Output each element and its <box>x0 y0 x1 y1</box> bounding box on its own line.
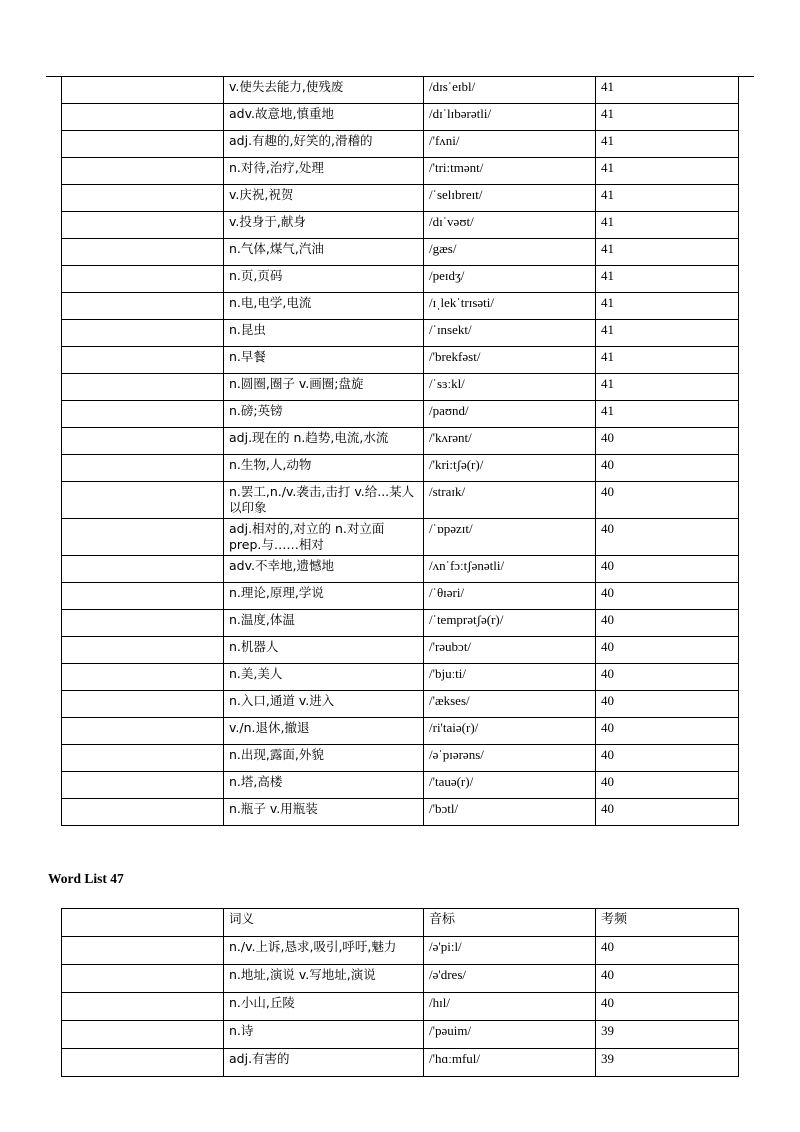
phonetic-cell: /peɪdʒ/ <box>424 266 596 293</box>
meaning-cell: adv.不幸地,遗憾地 <box>224 556 424 583</box>
table-row <box>62 293 739 320</box>
meaning-cell: adj.相对的,对立的 n.对立面 prep.与……相对 <box>224 519 424 556</box>
phonetic-cell: /paʊnd/ <box>424 401 596 428</box>
word-list-47-table-body <box>62 909 739 1077</box>
meaning-cell: adj.现在的 n.趋势,电流,水流 <box>224 428 424 455</box>
word-cell <box>62 158 224 185</box>
frequency-cell: 41 <box>596 212 739 239</box>
word-cell <box>62 745 224 772</box>
word-cell <box>62 583 224 610</box>
frequency-cell: 41 <box>596 401 739 428</box>
word-cell <box>62 937 224 965</box>
meaning-cell: n.生物,人,动物 <box>224 455 424 482</box>
frequency-cell: 40 <box>596 455 739 482</box>
meaning-cell: n.小山,丘陵 <box>224 993 424 1021</box>
word-cell <box>62 610 224 637</box>
phonetic-cell: /straɪk/ <box>424 482 596 519</box>
phonetic-cell: /'tauə(r)/ <box>424 772 596 799</box>
word-cell <box>62 293 224 320</box>
word-cell <box>62 556 224 583</box>
meaning-cell: n.入口,通道 v.进入 <box>224 691 424 718</box>
table-row <box>62 637 739 664</box>
frequency-cell: 41 <box>596 185 739 212</box>
phonetic-cell: /'rəubɔt/ <box>424 637 596 664</box>
meaning-cell: n.塔,高楼 <box>224 772 424 799</box>
table-row <box>62 239 739 266</box>
frequency-cell: 40 <box>596 718 739 745</box>
word-cell <box>62 455 224 482</box>
phonetic-cell: /əˈpɪərəns/ <box>424 745 596 772</box>
frequency-cell: 41 <box>596 77 739 104</box>
frequency-cell: 40 <box>596 772 739 799</box>
meaning-cell: n.地址,演说 v.写地址,演说 <box>224 965 424 993</box>
frequency-cell: 41 <box>596 239 739 266</box>
meaning-cell: n.美,美人 <box>224 664 424 691</box>
word-cell <box>62 965 224 993</box>
table-row <box>62 691 739 718</box>
phonetic-cell: /dɪˈlɪbərətli/ <box>424 104 596 131</box>
word-cell <box>62 909 224 937</box>
phonetic-cell: /ˈθɪəri/ <box>424 583 596 610</box>
phonetic-cell: /ʌnˈfɔːtʃənətli/ <box>424 556 596 583</box>
phonetic-cell: /ˈɪnsekt/ <box>424 320 596 347</box>
frequency-cell: 41 <box>596 347 739 374</box>
meaning-cell: v.投身于,献身 <box>224 212 424 239</box>
phonetic-cell: /hɪl/ <box>424 993 596 1021</box>
meaning-cell: n.理论,原理,学说 <box>224 583 424 610</box>
table-row <box>62 519 739 556</box>
frequency-cell: 39 <box>596 1049 739 1077</box>
phonetic-cell: /'fʌni/ <box>424 131 596 158</box>
frequency-cell: 41 <box>596 374 739 401</box>
frequency-cell: 41 <box>596 158 739 185</box>
phonetic-cell: /dɪˈvəʊt/ <box>424 212 596 239</box>
meaning-cell: n.诗 <box>224 1021 424 1049</box>
table-header-row <box>62 909 739 937</box>
table-row <box>62 610 739 637</box>
phonetic-cell: /ˈselɪbreɪt/ <box>424 185 596 212</box>
frequency-cell: 40 <box>596 556 739 583</box>
word-cell <box>62 104 224 131</box>
table-row <box>62 158 739 185</box>
table-row <box>62 428 739 455</box>
word-cell <box>62 993 224 1021</box>
word-cell <box>62 77 224 104</box>
frequency-cell: 40 <box>596 691 739 718</box>
phonetic-cell: /'ækses/ <box>424 691 596 718</box>
phonetic-cell: /'brekfəst/ <box>424 347 596 374</box>
phonetic-cell: /ə'dres/ <box>424 965 596 993</box>
phonetic-cell: /'hɑːmful/ <box>424 1049 596 1077</box>
table-row <box>62 772 739 799</box>
word-cell <box>62 131 224 158</box>
table-row <box>62 1049 739 1077</box>
meaning-cell: n.气体,煤气,汽油 <box>224 239 424 266</box>
phonetic-cell: /ˈtemprətʃə(r)/ <box>424 610 596 637</box>
table-row <box>62 104 739 131</box>
table-row <box>62 212 739 239</box>
table-row <box>62 482 739 519</box>
phonetic-cell: /'kri:tʃə(r)/ <box>424 455 596 482</box>
frequency-cell: 41 <box>596 320 739 347</box>
meaning-cell: n.出现,露面,外貌 <box>224 745 424 772</box>
table-row <box>62 965 739 993</box>
frequency-cell: 40 <box>596 610 739 637</box>
frequency-cell: 40 <box>596 745 739 772</box>
phonetic-cell: /ˈɒpəzɪt/ <box>424 519 596 556</box>
word-cell <box>62 212 224 239</box>
frequency-cell: 40 <box>596 993 739 1021</box>
word-cell <box>62 266 224 293</box>
word-cell <box>62 1021 224 1049</box>
meaning-cell: n.温度,体温 <box>224 610 424 637</box>
frequency-cell: 40 <box>596 637 739 664</box>
meaning-header: 词义 <box>224 909 424 937</box>
frequency-cell: 40 <box>596 519 739 556</box>
frequency-cell: 39 <box>596 1021 739 1049</box>
table-row <box>62 745 739 772</box>
word-cell <box>62 637 224 664</box>
phonetic-cell: /ə'pi:l/ <box>424 937 596 965</box>
frequency-cell: 40 <box>596 428 739 455</box>
vocabulary-table-body <box>62 77 739 826</box>
word-cell <box>62 664 224 691</box>
table-row <box>62 1021 739 1049</box>
frequency-cell: 40 <box>596 965 739 993</box>
word-cell <box>62 185 224 212</box>
table-row <box>62 993 739 1021</box>
table-row <box>62 799 739 826</box>
meaning-cell: n.磅;英镑 <box>224 401 424 428</box>
phonetic-header: 音标 <box>424 909 596 937</box>
table-row <box>62 131 739 158</box>
meaning-cell: n.电,电学,电流 <box>224 293 424 320</box>
phonetic-cell: /'tri:tmənt/ <box>424 158 596 185</box>
word-cell <box>62 691 224 718</box>
meaning-cell: adj.有害的 <box>224 1049 424 1077</box>
table-row <box>62 556 739 583</box>
table-row <box>62 374 739 401</box>
word-list-heading: Word List 47 <box>48 871 124 886</box>
word-cell <box>62 374 224 401</box>
word-cell <box>62 347 224 374</box>
meaning-cell: n.早餐 <box>224 347 424 374</box>
word-cell <box>62 772 224 799</box>
word-cell <box>62 799 224 826</box>
word-cell <box>62 428 224 455</box>
table-row <box>62 77 739 104</box>
frequency-cell: 41 <box>596 293 739 320</box>
phonetic-cell: /ri'taiə(r)/ <box>424 718 596 745</box>
word-cell <box>62 320 224 347</box>
table-row <box>62 937 739 965</box>
word-cell <box>62 718 224 745</box>
frequency-header: 考频 <box>596 909 739 937</box>
phonetic-cell: /'kʌrənt/ <box>424 428 596 455</box>
word-list-47-table <box>61 908 739 1077</box>
frequency-cell: 41 <box>596 131 739 158</box>
meaning-cell: n./v.上诉,恳求,吸引,呼吁,魅力 <box>224 937 424 965</box>
meaning-cell: n.昆虫 <box>224 320 424 347</box>
phonetic-cell: /ɪˌlekˈtrɪsəti/ <box>424 293 596 320</box>
table-row <box>62 664 739 691</box>
table-row <box>62 266 739 293</box>
table-row <box>62 320 739 347</box>
table-row <box>62 583 739 610</box>
word-cell <box>62 401 224 428</box>
phonetic-cell: /dɪsˈeɪbl/ <box>424 77 596 104</box>
word-cell <box>62 519 224 556</box>
word-cell <box>62 482 224 519</box>
vocabulary-table <box>61 76 739 826</box>
frequency-cell: 41 <box>596 104 739 131</box>
frequency-cell: 40 <box>596 664 739 691</box>
phonetic-cell: /'bjuːti/ <box>424 664 596 691</box>
meaning-cell: v.使失去能力,使残废 <box>224 77 424 104</box>
meaning-cell: n.罢工,n./v.袭击,击打 v.给...某人以印象 <box>224 482 424 519</box>
frequency-cell: 40 <box>596 583 739 610</box>
frequency-cell: 41 <box>596 266 739 293</box>
phonetic-cell: /gæs/ <box>424 239 596 266</box>
meaning-cell: n.圆圈,圈子 v.画圈;盘旋 <box>224 374 424 401</box>
table-row <box>62 455 739 482</box>
meaning-cell: n.页,页码 <box>224 266 424 293</box>
word-cell <box>62 1049 224 1077</box>
meaning-cell: adj.有趣的,好笑的,滑稽的 <box>224 131 424 158</box>
meaning-cell: v.庆祝,祝贺 <box>224 185 424 212</box>
frequency-cell: 40 <box>596 937 739 965</box>
frequency-cell: 40 <box>596 482 739 519</box>
table-row <box>62 347 739 374</box>
meaning-cell: v./n.退休,撤退 <box>224 718 424 745</box>
word-cell <box>62 239 224 266</box>
phonetic-cell: /'bɔtl/ <box>424 799 596 826</box>
phonetic-cell: /ˈsɜːkl/ <box>424 374 596 401</box>
frequency-cell: 40 <box>596 799 739 826</box>
table-row <box>62 185 739 212</box>
table-row <box>62 401 739 428</box>
meaning-cell: adv.故意地,慎重地 <box>224 104 424 131</box>
table-row <box>62 718 739 745</box>
phonetic-cell: /'pəuim/ <box>424 1021 596 1049</box>
meaning-cell: n.对待,治疗,处理 <box>224 158 424 185</box>
meaning-cell: n.瓶子 v.用瓶装 <box>224 799 424 826</box>
meaning-cell: n.机器人 <box>224 637 424 664</box>
